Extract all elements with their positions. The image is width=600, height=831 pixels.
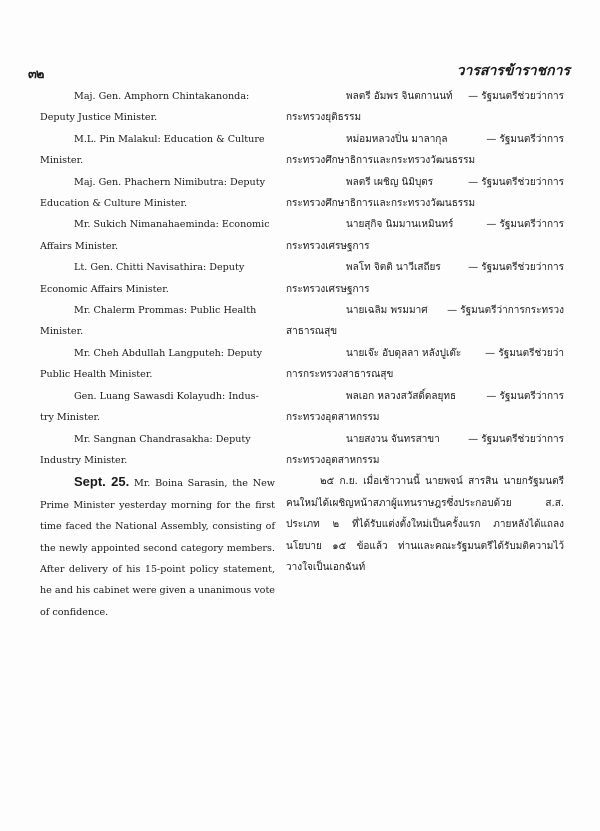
entry-line: try Minister. — [40, 412, 101, 424]
minister-entry — [40, 214, 275, 257]
entry-line: Public Health Minister. — [40, 369, 153, 381]
entry-line: Minister. — [40, 326, 84, 338]
minister-role: — รัฐมนตรีว่าการ — [486, 133, 564, 145]
ministry: กระทรวงอุตสาหกรรม — [286, 454, 380, 466]
minister-entry — [40, 86, 275, 129]
minister-name: นายเฉลิม พรมมาศ — [346, 305, 428, 317]
entry-line: Mr. Sangnan Chandrasakha: Deputy — [74, 433, 251, 445]
minister-entry-thai — [286, 129, 564, 172]
entry-line: Economic Affairs Minister. — [40, 283, 169, 295]
entry-line: Maj. Gen. Amphorn Chintakanonda: — [74, 91, 250, 102]
thai-column — [286, 86, 564, 578]
minister-entry — [40, 386, 275, 429]
minister-name: พลตรี เผชิญ นิมิบุตร — [346, 176, 434, 188]
entry-line: Gen. Luang Sawasdi Kolayudh: Indus- — [74, 390, 259, 402]
minister-name: พลเอก หลวงสวัสดิ์ดลยุทธ — [346, 390, 457, 402]
minister-entry-thai — [286, 386, 564, 429]
news-text: Mr. Boina Sarasin, the New Prime Minister yesterday morning for the first time faced the National Assembly, consisting of the newly appointed second category members. After delivery of his 15-point policy statement, he and his cabinet were given a unanimous vote of confidence. — [40, 478, 275, 618]
entry-line: Lt. Gen. Chitti Navisathira: Deputy — [74, 262, 245, 274]
ministry: กระทรวงเศรษฐการ — [286, 283, 370, 295]
minister-entry — [40, 172, 275, 215]
page-number: ๓๒ — [28, 67, 44, 82]
minister-entry — [40, 129, 275, 172]
ministry: สาธารณสุข — [286, 326, 338, 338]
minister-role: — รัฐมนตรีว่าการกระทรวง — [447, 305, 564, 317]
entry-line: Deputy Justice Minister. — [40, 112, 158, 124]
minister-name: พลตรี อัมพร จินตกานนท์ — [346, 91, 453, 102]
ministry: กระทรวงอุตสาหกรรม — [286, 412, 380, 424]
entry-line: M.L. Pin Malakul: Education & Culture — [74, 133, 265, 145]
entry-line: Minister. — [40, 155, 84, 167]
minister-entry-thai — [286, 343, 564, 386]
entry-line: Education & Culture Minister. — [40, 198, 188, 210]
ministry: กระทรวงยุติธรรม — [286, 112, 362, 124]
minister-entry — [40, 343, 275, 386]
entry-line: Industry Minister. — [40, 454, 128, 466]
minister-name: นายสงวน จันทรสาขา — [346, 433, 440, 445]
minister-role: — รัฐมนตรีว่าการ — [486, 219, 564, 231]
minister-entry-thai — [286, 86, 564, 129]
minister-entry-thai — [286, 300, 564, 343]
minister-name: พลโท จิตติ นาวีเสถียร — [346, 262, 441, 274]
english-column — [40, 86, 275, 623]
minister-role: — รัฐมนตรีว่าการ — [486, 390, 564, 402]
ministry: กระทรวงศึกษาธิการและกระทรวงวัฒนธรรม — [286, 155, 476, 167]
minister-name: หม่อมหลวงปิ่น มาลากุล — [346, 133, 448, 145]
minister-entry-thai — [286, 429, 564, 472]
entry-line: Mr. Chalerm Prommas: Public Health — [74, 305, 257, 317]
minister-role: — รัฐมนตรีช่วยว่าการ — [468, 176, 564, 188]
news-paragraph-thai: ๒๕ ก.ย. เมื่อเช้าวานนี้ นายพจน์ สารสิน นายกรัฐมนตรีคนใหม่ได้เผชิญหน้าสภาผู้แทนราษฎรซึ่งประกอบด้วย ส.ส. ประเภท ๒ ที่ได้รับแต่งตั้งใหม่เป็นครั้งแรก ภายหลังได้แถลงนโยบาย ๑๕ ข้อแล้ว ท่านและคณะรัฐมนตรีได้รับมติความไว้วางใจเป็นเอกฉันท์ — [286, 476, 564, 573]
minister-entry — [40, 300, 275, 343]
minister-name: นายสุกิจ นิมมานเหมินทร์ — [346, 219, 454, 231]
news-date: Sept. 25. — [74, 474, 130, 490]
minister-entry-thai — [286, 172, 564, 215]
minister-entry — [40, 429, 275, 472]
minister-role: — รัฐมนตรีช่วยว่าการ — [468, 91, 564, 102]
ministry: การกระทรวงสาธารณสุข — [286, 369, 394, 381]
minister-role: — รัฐมนตรีช่วยว่า — [485, 347, 564, 359]
entry-line: Affairs Minister. — [40, 240, 119, 252]
minister-role: — รัฐมนตรีช่วยว่าการ — [468, 262, 564, 274]
minister-name: นายเจ๊ะ อับดุลลา หลังปูเต๊ะ — [346, 347, 462, 359]
entry-line: Maj. Gen. Phachern Nimibutra: Deputy — [74, 176, 265, 188]
minister-entry-thai — [286, 257, 564, 300]
news-paragraph-english — [40, 471, 275, 623]
minister-entry-thai — [286, 214, 564, 257]
running-head: วารสารข้าราชการ — [456, 63, 570, 79]
minister-role: — รัฐมนตรีช่วยว่าการ — [468, 433, 564, 445]
minister-entry — [40, 257, 275, 300]
ministry: กระทรวงเศรษฐการ — [286, 240, 370, 252]
entry-line: Mr. Sukich Nimanahaeminda: Economic — [74, 219, 270, 231]
entry-line: Mr. Cheh Abdullah Langputeh: Deputy — [74, 347, 263, 359]
ministry: กระทรวงศึกษาธิการและกระทรวงวัฒนธรรม — [286, 198, 476, 210]
